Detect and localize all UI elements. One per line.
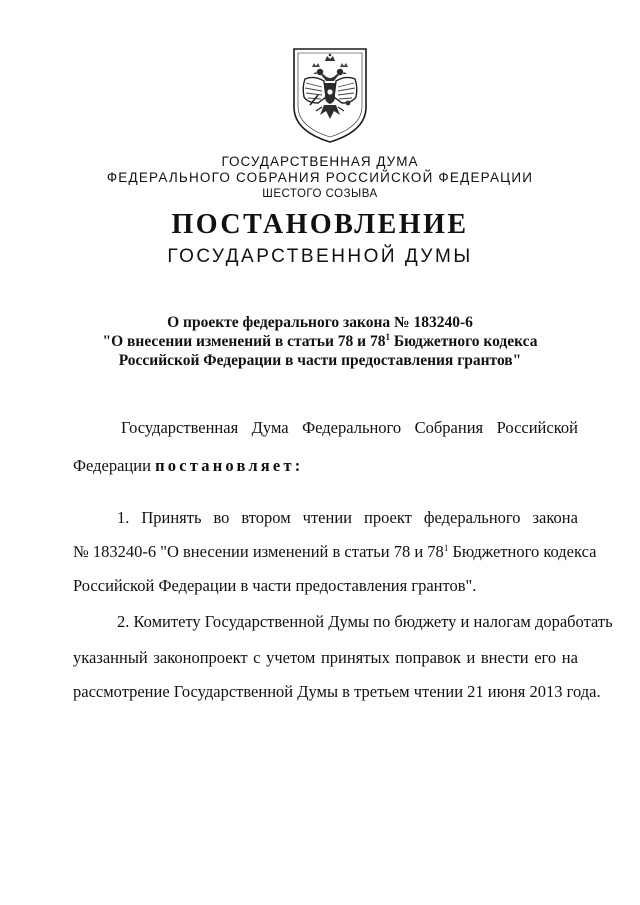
document-type-title: ПОСТАНОВЛЕНИЕ xyxy=(171,209,469,240)
item-1-word: во xyxy=(213,508,230,527)
item-2-word: внести xyxy=(480,648,529,667)
header-chamber-name: ГОСУДАРСТВЕННАЯ ДУМА xyxy=(221,154,419,169)
header-assembly-name: ФЕДЕРАЛЬНОГО СОБРАНИЯ РОССИЙСКОЙ ФЕДЕРАЦИИ xyxy=(106,170,534,185)
item-1-line-3: Российской Федерации в части предоставления грантов". xyxy=(73,576,477,595)
item-2-word: с xyxy=(253,648,261,667)
preamble-word: Государственная xyxy=(121,418,239,437)
item-1-word: 1. xyxy=(117,508,130,527)
item-1-line-2 xyxy=(73,541,597,563)
item-2-word: учетом xyxy=(266,648,316,667)
item-1-word: федерального xyxy=(423,508,521,527)
decree-word: постановляет xyxy=(155,456,295,475)
preamble-word: Дума xyxy=(251,418,289,437)
subject-superscript: 1 xyxy=(385,332,390,342)
coat-of-arms-icon xyxy=(288,45,372,145)
item-1-word: чтении xyxy=(302,508,352,527)
preamble-line-1 xyxy=(121,417,578,439)
item-2-word: принятых xyxy=(320,648,390,667)
preamble-word: Собрания xyxy=(414,418,484,437)
item-2-line-1: 2. Комитету Государственной Думы по бюджету и налогам доработать xyxy=(117,612,613,631)
item-2-word: указанный xyxy=(73,648,148,667)
item-2-word: на xyxy=(561,648,578,667)
header-convocation: ШЕСТОГО СОЗЫВА xyxy=(262,188,378,200)
item-1-superscript: 1 xyxy=(443,543,449,553)
item-1-word: закона xyxy=(532,508,578,527)
subject-line-3: Российской Федерации в части предоставления грантов" xyxy=(118,352,522,369)
item-2-word: законопроект xyxy=(153,648,248,667)
preamble-federation: Федерации xyxy=(73,456,156,475)
item-2-word: и xyxy=(466,648,476,667)
subject-line-2-text: "О внесении изменений в статьи 78 и 78 xyxy=(102,333,386,350)
item-1-line-1 xyxy=(117,507,578,529)
decree-colon: : xyxy=(294,456,301,475)
subject-line-1: О проекте федерального закона № 183240-6 xyxy=(167,314,473,331)
item-2-word: поправок xyxy=(395,648,461,667)
item-1-word: проект xyxy=(363,508,412,527)
item-2-word: его xyxy=(534,648,557,667)
preamble-word: Федерального xyxy=(302,418,402,437)
subject-line-2-tail: Бюджетного кодекса xyxy=(389,333,538,350)
item-1-line-2-text: № 183240-6 "О внесении изменений в статьи 78 и 78 xyxy=(73,542,444,561)
item-1-word: Принять xyxy=(141,508,202,527)
item-1-line-2-tail: Бюджетного кодекса xyxy=(448,542,597,561)
item-2-line-3: рассмотрение Государственной Думы в третьем чтении 21 июня 2013 года. xyxy=(73,682,601,701)
preamble-line-2 xyxy=(73,455,300,477)
subject-line-2 xyxy=(0,332,640,352)
item-2-line-2 xyxy=(73,647,578,669)
item-1-word: втором xyxy=(241,508,291,527)
preamble-word: Российской xyxy=(496,418,578,437)
document-issuer-title: ГОСУДАРСТВЕННОЙ ДУМЫ xyxy=(167,246,473,267)
